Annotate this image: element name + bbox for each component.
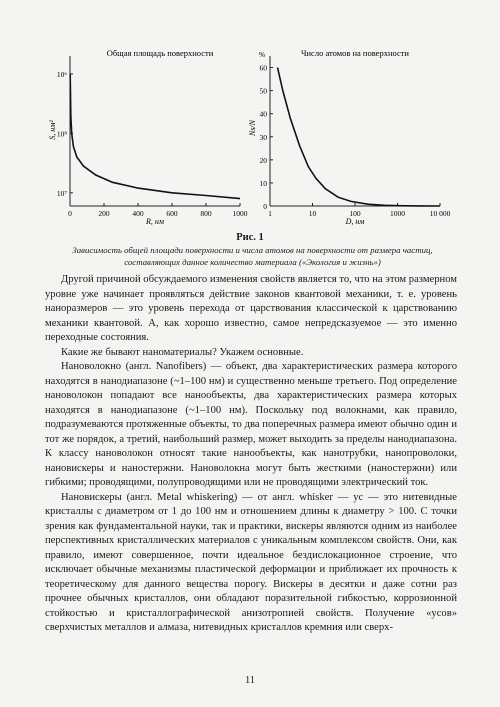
x-tick-label: 10 000	[429, 209, 451, 218]
x-tick-label: 400	[132, 209, 144, 218]
figure-charts	[0, 0, 500, 240]
x-axis-label: D, нм	[345, 217, 365, 226]
paragraph: Какие же бывают наноматериалы? Укажем основные.	[61, 346, 304, 358]
x-tick-label: 1	[268, 209, 272, 218]
x-tick-label: 10	[308, 209, 317, 218]
body-text	[45, 273, 457, 636]
y-tick-label: 0	[263, 202, 267, 211]
x-tick-label: 100	[349, 209, 361, 218]
x-tick-label: 1000	[390, 209, 405, 218]
chart-surface-atoms	[248, 48, 451, 226]
x-tick-label: 0	[68, 209, 72, 218]
chart-title: Общая площадь поверхности	[106, 48, 214, 58]
x-axis-label: R, нм	[146, 217, 164, 226]
x-tick-label: 800	[200, 209, 212, 218]
y-axis-label: S, нм²	[48, 120, 57, 140]
chart-surface-area	[48, 48, 248, 226]
series-line	[70, 74, 240, 199]
y-tick-label: 10⁷	[56, 188, 67, 198]
figure-1	[0, 0, 500, 240]
paragraph: Другой причиной обсуждаемого изменения свойств является то, что на этом размерном уровне уже начинает проявляться действие законов квантовой механики, т. е. уровень наноразмеров — это уровень перехода от царствования классической к царствованию механики квантовой. А, как хорошо известно, самое непредсказуемое — это именно переходные состояния.	[45, 274, 457, 343]
y-tick-label: 40	[259, 109, 267, 119]
series-line	[278, 68, 441, 207]
figure-caption-text: Зависимость общей площади поверхности и числа атомов на поверхности от размера частиц, составляющих данное количество материала («Экология и жизнь»)	[72, 245, 433, 267]
y-unit-label: %	[258, 50, 266, 59]
y-tick-label: 10⁸	[56, 129, 67, 139]
y-tick-label: 10	[259, 178, 267, 188]
y-tick-label: 10⁶	[56, 69, 67, 79]
y-tick-label: 50	[259, 86, 267, 96]
paragraph: Нановолокно (англ. Nanofibers) — объект, два характеристических размера которого находятся в нанодиапазоне (~1–100 нм) и существенно меньше третьего. Под определение нановолокон попадают все нанообъекты, два характеристических размера которых находятся в нанодиапазоне (~1–100 нм). Поскольку под волокнами, как правило, подразумеваются протяженные объекты, то два поперечных размера имеют обычно один и тот же порядок, а третий, наибольший размер, может выходить за пределы нанодиапазона. К классу нановолокон относят такие нанообъекты, как нанотрубки, нанопроволоки, нановискеры и наностержни. Нановолокна могут быть жесткими (наностержни) или гибкими; проводящими, полупроводящими или не проводящими электрический ток.	[45, 361, 457, 488]
y-tick-label: 30	[259, 132, 267, 142]
y-tick-label: 60	[259, 63, 267, 73]
x-tick-label: 200	[98, 209, 110, 218]
page-number: 11	[244, 675, 256, 686]
y-tick-label: 20	[259, 155, 267, 165]
x-tick-label: 1000	[232, 209, 248, 218]
paragraph: Нановискеры (англ. Metal whiskering) — от англ. whisker — ус — это нитевидные кристаллы с диаметром от 1 до 100 нм и отношением длины к диаметру > 100. С точки зрения как фундаментальной науки, так и практики, вискеры являются одним из наиболее перспективных кристаллических материалов с уникальным комплексом свойств. Они, как правило, имеют совершенное, почти идеальное бездислокационное строение, что исключает обычные механизмы пластической деформации и приближает их прочность к теоретическому для данного вещества порогу. Вискеры в десятки и даже сотни раз прочнее обычных кристаллов, они обладают поразительной гибкостью, коррозионной стойкостью и кристаллографической анизотропией свойств. Получение «усов» сверхчистых металлов и алмаза, нитевидных кристаллов кремния или сверх-	[45, 491, 457, 633]
y-axis-label: Ns/N	[248, 119, 257, 137]
figure-caption-title: Рис. 1	[236, 232, 264, 243]
x-tick-label: 600	[166, 209, 178, 218]
chart-title: Число атомов на поверхности	[300, 48, 410, 58]
